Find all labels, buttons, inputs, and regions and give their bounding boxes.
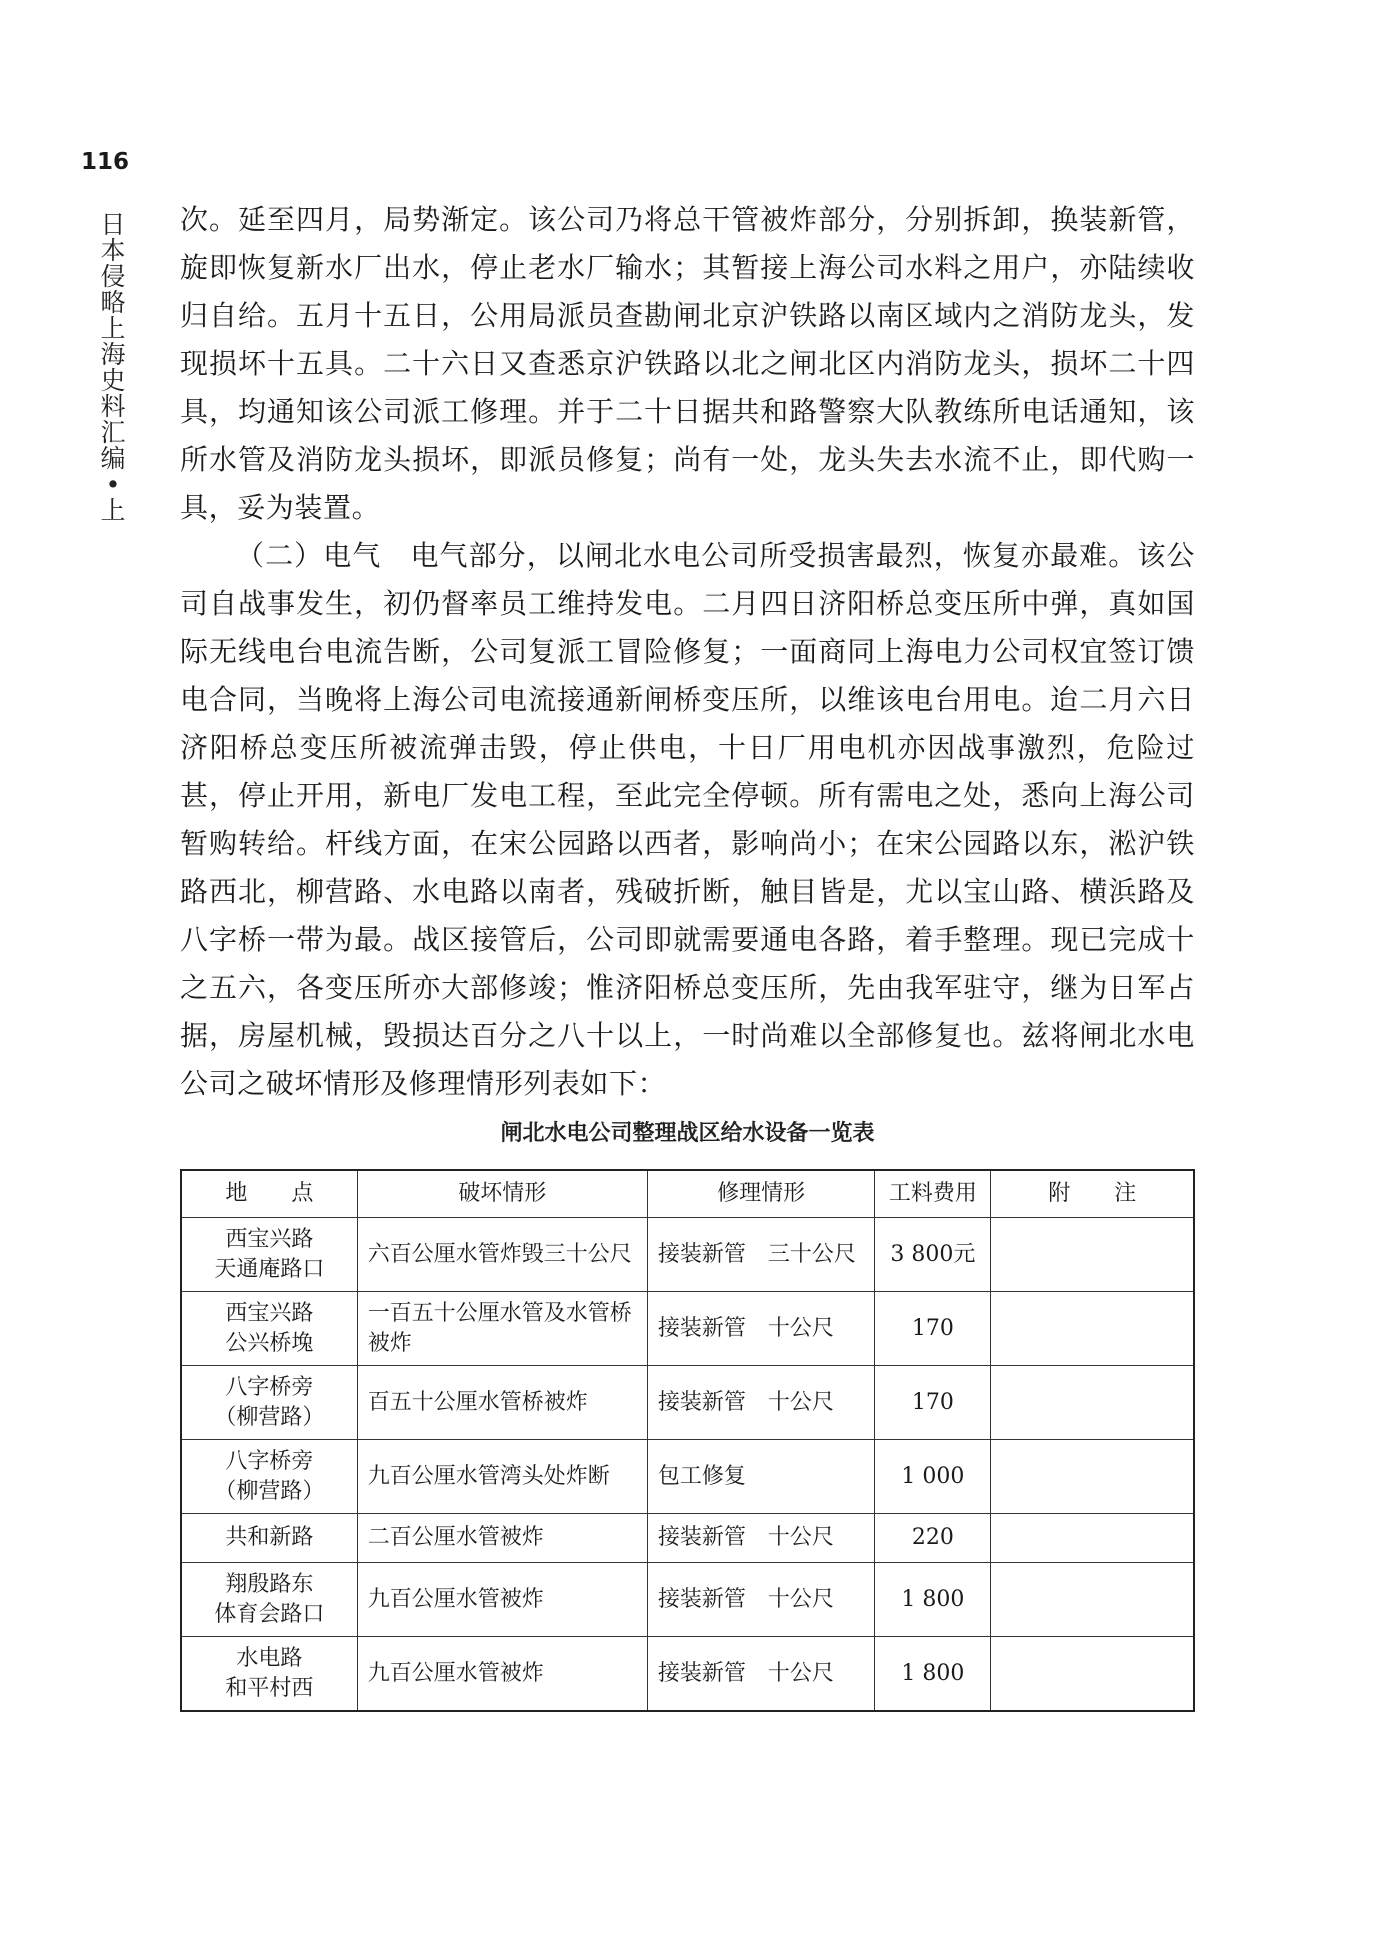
header-repair: 修理情形 [647,1170,875,1218]
header-damage: 破坏情形 [357,1170,647,1218]
cell-cost: 1 000 [875,1440,991,1514]
table-row [181,1218,1194,1292]
table-row [181,1563,1194,1637]
water-equipment-table [180,1169,1195,1712]
page-number: 116 [81,149,130,175]
cell-damage: 二百公厘水管被炸 [357,1514,647,1563]
cell-note [991,1292,1194,1366]
cell-place [181,1514,357,1563]
cell-cost: 220 [875,1514,991,1563]
cell-place [181,1366,357,1440]
table-header-row [181,1170,1194,1218]
cell-note [991,1637,1194,1712]
table-row [181,1637,1194,1712]
table-row [181,1366,1194,1440]
place-line: 体育会路口 [214,1601,325,1627]
cell-place [181,1440,357,1514]
place-line: 公兴桥堍 [225,1330,314,1356]
cell-note [991,1366,1194,1440]
cell-damage: 六百公厘水管炸毁三十公尺 [357,1218,647,1292]
cell-repair: 包工修复 [647,1440,875,1514]
place-line: 水电路 [236,1645,303,1671]
cell-damage: 九百公厘水管湾头处炸断 [357,1440,647,1514]
cell-place [181,1218,357,1292]
cell-note [991,1440,1194,1514]
cell-note [991,1514,1194,1563]
cell-cost: 1 800 [875,1637,991,1712]
running-title: 日本侵略上海史料汇编•上 [100,210,126,525]
place-line: 翔殷路东 [225,1571,314,1597]
place-line: 西宝兴路 [225,1226,314,1252]
place-line: 共和新路 [225,1525,314,1550]
table-title: 闸北水电公司整理战区给水设备一览表 [500,1121,875,1146]
place-line: 八字桥旁 [225,1374,314,1400]
cell-cost: 3 800元 [875,1218,991,1292]
cell-cost: 170 [875,1366,991,1440]
header-place: 地 点 [181,1170,357,1218]
place-line: （柳营路） [214,1478,325,1504]
cell-place [181,1563,357,1637]
paragraph: （二）电气 电气部分，以闸北水电公司所受损害最烈，恢复亦最难。该公司自战事发生，初仍督率员工维持发电。二月四日济阳桥总变压所中弹，真如国际无线电台电流告断，公司复派工冒险修复；一面商同上海电力公司权宜签订馈电合同，当晚将上海公司电流接通新闸桥变压所，以维该电台用电。迨二月六日济阳桥总变压所被流弹击毁，停止供电，十日厂用电机亦因战事激烈，危险过甚，停止开用，新电厂发电工程，至此完全停顿。所有需电之处，悉向上海公司暂购转给。杆线方面，在宋公园路以西者，影响尚小；在宋公园路以东，淞沪铁路西北，柳营路、水电路以南者，残破折断，触目皆是，尤以宝山路、横浜路及八字桥一带为最。战区接管后，公司即就需要通电各路，着手整理。现已完成十之五六，各变压所亦大部修竣；惟济阳桥总变压所，先由我军驻守，继为日军占据，房屋机械，毁损达百分之八十以上，一时尚难以全部修复也。兹将闸北水电公司之破坏情形及修理情形列表如下： [180,539,1195,1100]
cell-note [991,1563,1194,1637]
cell-repair: 接装新管 十公尺 [647,1292,875,1366]
cell-damage: 九百公厘水管被炸 [357,1563,647,1637]
header-note: 附 注 [991,1170,1194,1218]
table-row [181,1514,1194,1563]
cell-repair: 接装新管 十公尺 [647,1366,875,1440]
place-line: 和平村西 [225,1675,314,1701]
body-text [180,196,1195,1108]
cell-damage: 九百公厘水管被炸 [357,1637,647,1712]
cell-damage: 百五十公厘水管桥被炸 [357,1366,647,1440]
cell-repair: 接装新管 三十公尺 [647,1218,875,1292]
place-line: 八字桥旁 [225,1448,314,1474]
place-line: 天通庵路口 [214,1256,325,1282]
paragraph: 次。延至四月，局势渐定。该公司乃将总干管被炸部分，分别拆卸，换装新管，旋即恢复新水厂出水，停止老水厂输水；其暂接上海公司水料之用户，亦陆续收归自给。五月十五日，公用局派员查勘闸北京沪铁路以南区域内之消防龙头，发现损坏十五具。二十六日又查悉京沪铁路以北之闸北区内消防龙头，损坏二十四具，均通知该公司派工修理。并于二十日据共和路警察大队教练所电话通知，该所水管及消防龙头损坏，即派员修复；尚有一处，龙头失去水流不止，即代购一具，妥为装置。 [180,203,1195,524]
cell-note [991,1218,1194,1292]
cell-repair: 接装新管 十公尺 [647,1637,875,1712]
place-line: （柳营路） [214,1404,325,1430]
cell-damage: 一百五十公厘水管及水管桥被炸 [357,1292,647,1366]
header-cost: 工料费用 [875,1170,991,1218]
cell-place [181,1637,357,1712]
cell-repair: 接装新管 十公尺 [647,1563,875,1637]
table-row [181,1440,1194,1514]
cell-place [181,1292,357,1366]
cell-cost: 1 800 [875,1563,991,1637]
table-row [181,1292,1194,1366]
cell-repair: 接装新管 十公尺 [647,1514,875,1563]
cell-cost: 170 [875,1292,991,1366]
place-line: 西宝兴路 [225,1300,314,1326]
